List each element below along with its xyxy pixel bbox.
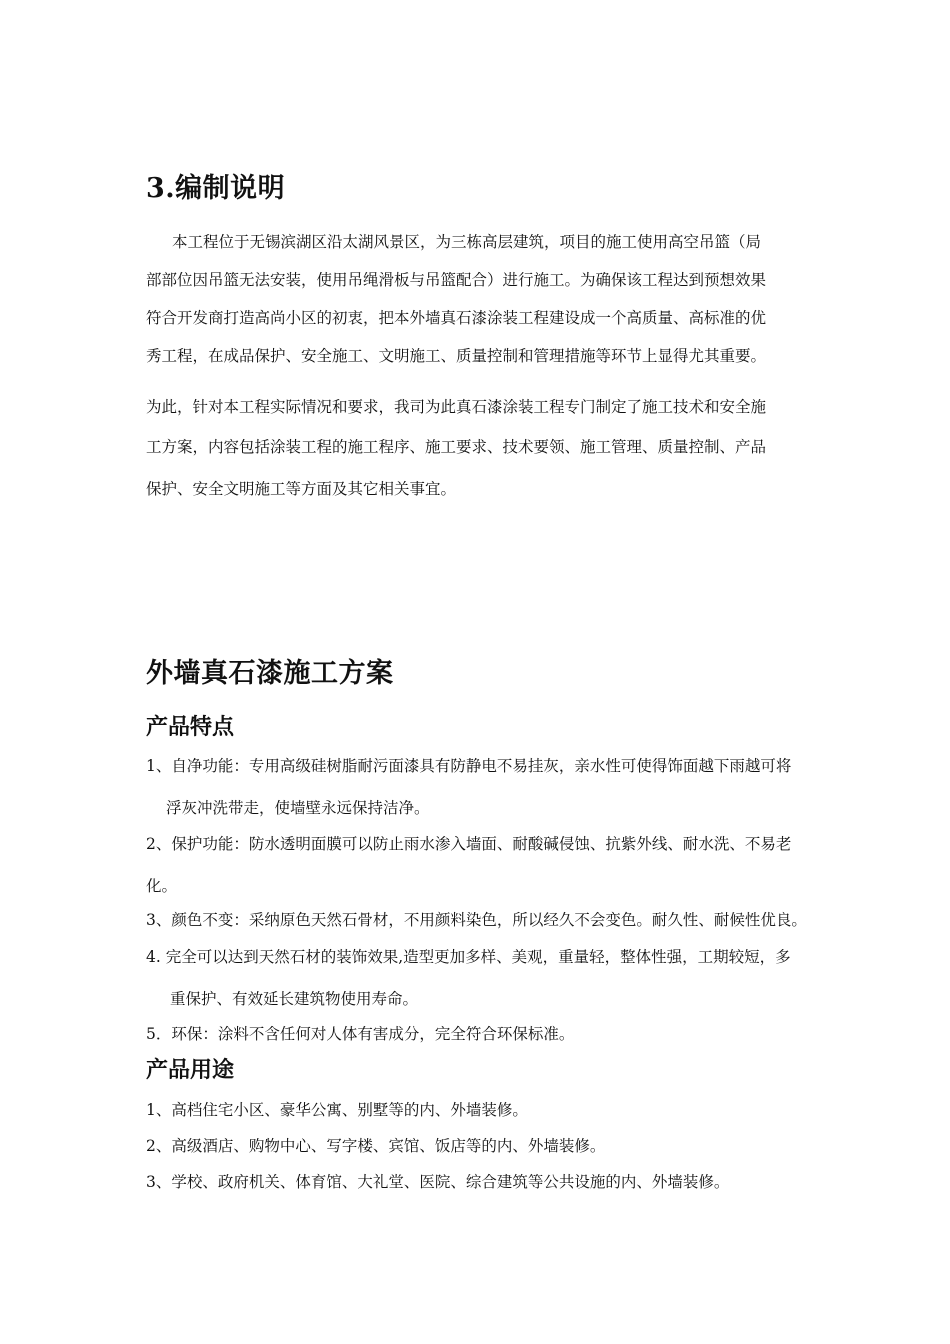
use-item: 2、高级酒店、购物中心、写字楼、宾馆、饭店等的内、外墙装修。 [146,1137,606,1155]
feature-item: 1、自净功能：专用高级硅树脂耐污面漆具有防静电不易挂灰，亲水性可使得饰面越下雨越可将 [146,757,792,775]
explain-line: 部部位因吊篮无法安装，使用吊绳滑板与吊篮配合）进行施工。为确保该工程达到预想效果 [146,271,767,289]
use-item: 1、高档住宅小区、豪华公寓、别墅等的内、外墙装修。 [146,1101,528,1119]
section-title-explain: 3.编制说明 [146,173,286,204]
feature-item-continued: 重保护、有效延长建筑物使用寿命。 [170,990,419,1008]
feature-item: 2、保护功能：防水透明面膜可以防止雨水渗入墙面、耐酸碱侵蚀、抗紫外线、耐水洗、不易老 [146,835,792,853]
uses-title: 产品用途 [146,1057,235,1083]
explain-line: 秀工程，在成品保护、安全施工、文明施工、质量控制和管理措施等环节上显得尤其重要。 [146,347,767,365]
feature-item-continued: 化。 [146,877,178,895]
explain-line: 为此，针对本工程实际情况和要求，我司为此真石漆涂装工程专门制定了施工技术和安全施 [146,398,767,416]
feature-item: 4. 完全可以达到天然石材的装饰效果,造型更加多样、美观，重量轻，整体性强，工期较短，多 [146,948,791,966]
use-item: 3、学校、政府机关、体育馆、大礼堂、医院、综合建筑等公共设施的内、外墙装修。 [146,1173,730,1191]
feature-item: 3、颜色不变：采纳原色天然石骨材，不用颜料染色，所以经久不会变色。耐久性、耐候性优良。 [146,911,807,929]
feature-item: 5．环保：涂料不含任何对人体有害成分，完全符合环保标准。 [146,1025,575,1043]
feature-item-continued: 浮灰冲洗带走，使墙壁永远保持洁净。 [166,799,430,817]
features-title: 产品特点 [146,714,235,740]
section-title-plan: 外墙真石漆施工方案 [146,658,394,689]
explain-line: 本工程位于无锡滨湖区沿太湖风景区，为三栋高层建筑，项目的施工使用高空吊篮（局 [172,233,762,251]
explain-line: 符合开发商打造高尚小区的初衷，把本外墙真石漆涂装工程建设成一个高质量、高标准的优 [146,309,767,327]
explain-line: 工方案，内容包括涂装工程的施工程序、施工要求、技术要领、施工管理、质量控制、产品 [146,438,767,456]
explain-line: 保护、安全文明施工等方面及其它相关事宜。 [146,480,457,498]
